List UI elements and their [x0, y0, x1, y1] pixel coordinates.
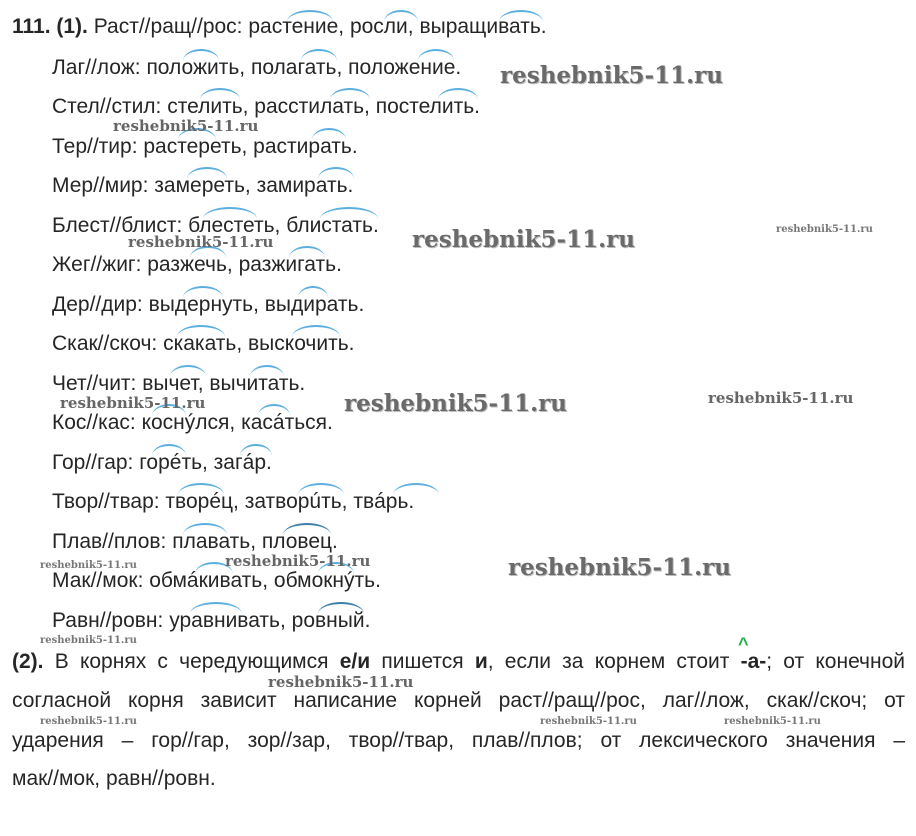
- root-arc-mark: [312, 128, 346, 140]
- root-arc-mark: [183, 523, 227, 535]
- watermark: reshebnik5-11.ru: [724, 716, 821, 727]
- watermark: reshebnik5-11.ru: [412, 226, 635, 253]
- exercise-line: Кос//кас: коснýлся, касáться.: [52, 411, 333, 434]
- root-arc-mark: [320, 207, 378, 219]
- root-arc-mark: [298, 286, 328, 298]
- root-arc-mark: [499, 10, 543, 22]
- root-arc-mark: [190, 602, 242, 614]
- root-arc-mark: [250, 365, 284, 377]
- root-arc-mark: [418, 49, 454, 61]
- part2-text: пишется: [370, 650, 475, 673]
- part2-bold: е/и: [339, 650, 371, 673]
- exercise-line: Плав//плов: плавать, пловец.: [52, 530, 338, 553]
- watermark: reshebnik5-11.ru: [540, 716, 637, 727]
- root-arc-mark: [200, 88, 240, 100]
- root-arc-mark: [384, 10, 418, 22]
- root-arc-mark: [298, 483, 344, 495]
- root-arc-mark: [318, 602, 364, 614]
- part2-line: ударения – гор//гар, зор//зар, твор//твар, плав//плов; от лексического значения –: [12, 729, 905, 752]
- part2-line: согласной корня зависит написание корней раст//ращ//рос, лаг//лож, скак//скоч; от: [12, 689, 905, 712]
- part2-bold: и: [474, 650, 488, 673]
- exercise-line: Стел//стил: стелить, расстилать, постелить.: [52, 95, 480, 118]
- root-arc-mark: [301, 49, 337, 61]
- exercise-line: Чет//чит: вычет, вычитать.: [52, 372, 306, 395]
- watermark: reshebnik5-11.ru: [60, 394, 206, 412]
- root-arc-mark: [203, 207, 257, 219]
- exercise-line: Тер//тир: растереть, растирать.: [52, 135, 358, 158]
- exercise-line: Гор//гар: горéть, загáр.: [52, 451, 272, 474]
- exercise-line: Блест//блист: блестеть, блистать.: [52, 214, 379, 237]
- watermark: reshebnik5-11.ru: [128, 233, 274, 251]
- part2-text: ; от конечной: [766, 650, 905, 673]
- root-arc-mark: [393, 483, 439, 495]
- part2-line: [12, 649, 905, 675]
- root-arc-mark: [289, 246, 325, 258]
- root-arc-mark: [170, 365, 206, 377]
- watermark: reshebnik5-11.ru: [508, 554, 731, 581]
- root-arc-mark: [318, 167, 354, 179]
- part2-line: мак//мок, равн//ровн.: [12, 767, 216, 790]
- exercise-line: Дер//дир: выдернуть, выдирать.: [52, 293, 365, 316]
- part2-number: (2).: [12, 650, 44, 673]
- root-arc-mark: [240, 444, 272, 456]
- watermark: reshebnik5-11.ru: [40, 560, 137, 571]
- exercise-header-text: Раст//ращ//рос: растение, росли, выращивать.: [93, 15, 547, 38]
- exercise-line: Твор//твар: творéц, затворúть, твáрь.: [52, 490, 415, 513]
- root-arc-mark: [187, 167, 227, 179]
- watermark: reshebnik5-11.ru: [500, 62, 723, 89]
- root-arc-mark: [183, 49, 219, 61]
- watermark: reshebnik5-11.ru: [40, 635, 137, 646]
- exercise-line: Мер//мир: замереть, замирать.: [52, 174, 354, 197]
- part2-text: В корнях с чередующимся: [43, 650, 340, 673]
- exercise-line: Жег//жиг: разжечь, разжигать.: [52, 253, 342, 276]
- watermark: reshebnik5-11.ru: [268, 673, 414, 691]
- exercise-header: [12, 14, 547, 40]
- root-arc-mark: [177, 325, 225, 337]
- suffix-caret-mark: ^: [738, 634, 749, 654]
- root-arc-mark: [438, 88, 478, 100]
- root-arc-mark: [287, 10, 333, 22]
- exercise-number: 111. (1).: [12, 15, 88, 38]
- watermark: reshebnik5-11.ru: [40, 716, 137, 727]
- exercise-line: Скак//скоч: скакать, выскочить.: [52, 332, 355, 355]
- part2-bold: -а-: [740, 650, 767, 673]
- exercise-line: Равн//ровн: уравнивать, ровный.: [52, 609, 371, 632]
- root-arc-mark: [292, 325, 340, 337]
- root-arc-mark: [152, 444, 186, 456]
- root-arc-mark: [330, 88, 370, 100]
- root-arc-mark: [283, 523, 331, 535]
- root-arc-mark: [258, 404, 290, 416]
- watermark: reshebnik5-11.ru: [708, 389, 854, 407]
- root-arc-mark: [178, 483, 224, 495]
- exercise-line: Мак//мок: обмáкивать, обмокнýть.: [52, 569, 381, 592]
- watermark: reshebnik5-11.ru: [113, 117, 259, 135]
- exercise-line: Лаг//лож: положить, полагать, положение.: [52, 56, 462, 79]
- watermark: reshebnik5-11.ru: [776, 224, 873, 235]
- root-arc-mark: [183, 286, 223, 298]
- part2-text: , если за корнем стоит: [487, 650, 741, 673]
- watermark: reshebnik5-11.ru: [225, 552, 371, 570]
- watermark: reshebnik5-11.ru: [344, 390, 567, 417]
